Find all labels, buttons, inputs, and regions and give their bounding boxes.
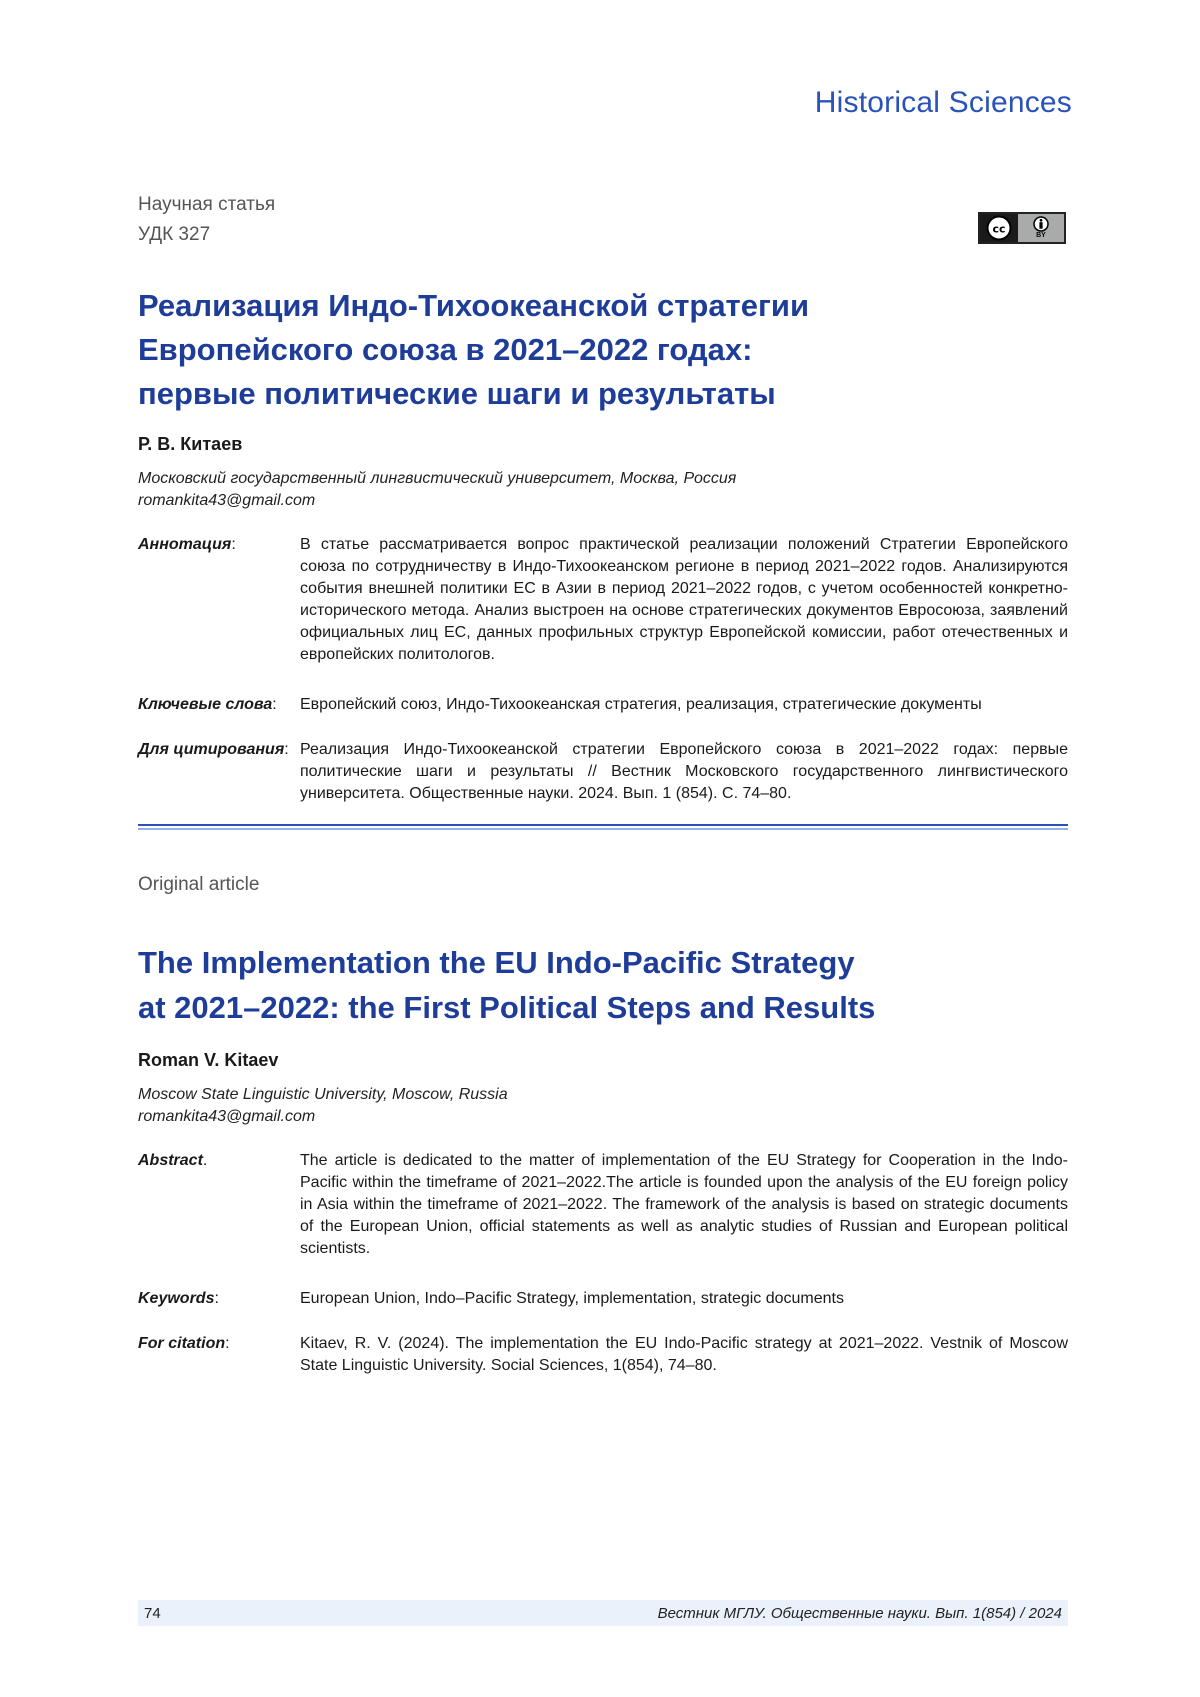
abstract-en: Abstract. The article is dedicated to the matter of implementation of the EU Strategy for Cooperation in the Indo-Pacific within the timeframe of 2021–2022.The article is founded upon the analysis of the EU foreign policy in Asia within the timeframe of 2021–2022. The framework of the analysis is based on strategic documents of the European Union, official statements as well as analytic studies of Russian and European political scientists. [138, 1150, 1068, 1260]
keywords-en: Keywords: European Union, Indo–Pacific Strategy, implementation, strategic documents [138, 1288, 1068, 1310]
attribution-icon [1033, 216, 1049, 232]
udc: УДК 327 [138, 224, 210, 246]
keywords-ru: Ключевые слова: Европейский союз, Индо-Тихоокеанская стратегия, реализация, стратегические документы [138, 694, 1068, 716]
cc-by-license-badge[interactable] [978, 212, 1066, 244]
title-en: The Implementation the EU Indo-Pacific Strategy at 2021–2022: the First Political Steps and Results [138, 940, 875, 1030]
email-en: romankita43@gmail.com [138, 1108, 315, 1125]
affiliation-en: Moscow State Linguistic University, Moscow, Russia romankita43@gmail.com [138, 1084, 508, 1128]
citation-en: For citation: Kitaev, R. V. (2024). The implementation the EU Indo-Pacific strategy at 2021–2022. Vestnik of Moscow State Linguistic University. Social Sciences, 1(854), 74–80. [138, 1333, 1068, 1377]
email-ru: romankita43@gmail.com [138, 492, 315, 509]
title-ru: Реализация Индо-Тихоокеанской стратегии Европейского союза в 2021–2022 годах: первые политические шаги и результаты [138, 284, 809, 416]
affiliation-ru: Московский государственный лингвистический университет, Москва, Россия romankita43@gmail.com [138, 468, 736, 512]
abstract-ru: Аннотация: В статье рассматривается вопрос практической реализации положений Стратегии Европейского союза по сотрудничеству в Индо-Тихоокеанском регионе в период 2021–2022 годов. Анализируются события внешней политики ЕС в Азии в период 2021–2022 годов, с учетом особенностей конкретно-исторического метода. Анализ выстроен на основе стратегических документов Евросоюза, заявлений официальных лиц ЕС, данных профильных структур Европейской комиссии, работ отечественных и европейских политологов. [138, 534, 1068, 666]
section-header: Historical Sciences [815, 86, 1072, 120]
cc-icon [980, 214, 1018, 242]
journal-name: Вестник МГЛУ. Общественные науки. Вып. 1(854) / 2024 [658, 1605, 1062, 1622]
page-footer [138, 1600, 1068, 1626]
article-type-en: Original article [138, 874, 259, 896]
author-en: Roman V. Kitaev [138, 1050, 278, 1071]
section-divider [138, 824, 1068, 830]
article-type-ru: Научная статья [138, 194, 275, 216]
by-label: BY [1036, 232, 1046, 240]
citation-ru: Для цитирования: Реализация Индо-Тихоокеанской стратегии Европейского союза в 2021–2022 годах: первые политические шаги и результаты // Вестник Московского государственного лингвистического университета. Общественные науки. 2024. Вып. 1 (854). С. 74–80. [138, 739, 1068, 805]
page-number: 74 [144, 1605, 161, 1622]
svg-text:cc: cc [992, 223, 1005, 236]
author-ru: Р. В. Китаев [138, 434, 242, 455]
